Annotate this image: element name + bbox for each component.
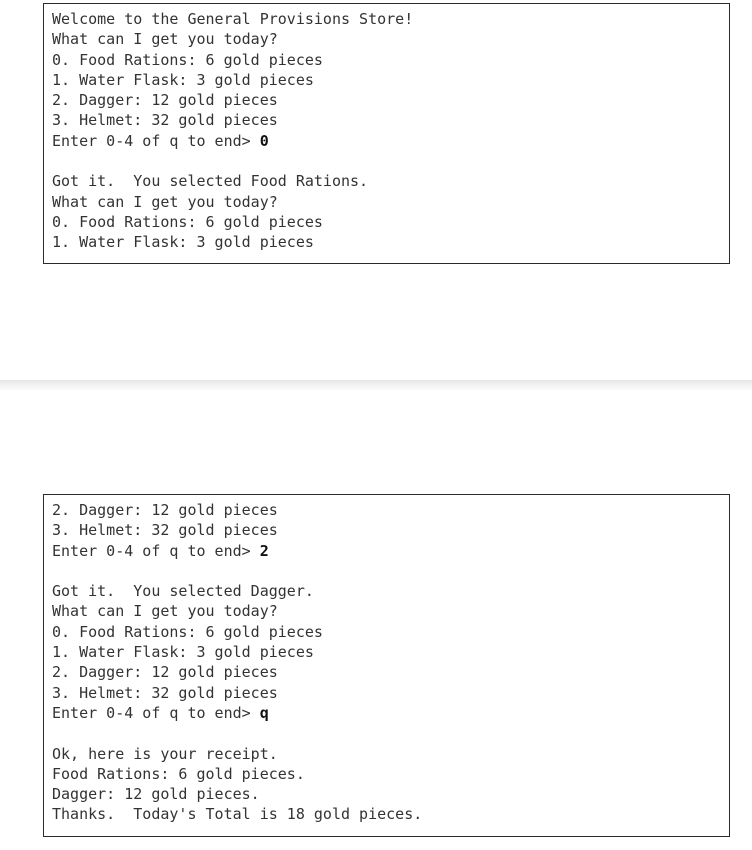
console-blank-line <box>52 151 721 171</box>
user-input: q <box>259 703 269 722</box>
console-line <box>52 171 721 191</box>
console-line <box>52 784 721 804</box>
console-line <box>52 601 721 621</box>
console-line <box>52 90 721 110</box>
console-text: 1. Water Flask: 3 gold pieces <box>52 643 314 662</box>
console-prompt-line <box>52 703 721 723</box>
console-text: 0. Food Rations: 6 gold pieces <box>52 212 323 231</box>
console-prompt-line <box>52 131 721 151</box>
console-text: 2. Dagger: 12 gold pieces <box>52 501 278 519</box>
console-line <box>52 764 721 784</box>
console-prompt: Enter 0-4 of q to end> <box>52 703 260 722</box>
console-text: 0. Food Rations: 6 gold pieces <box>52 622 323 641</box>
user-input: 2 <box>259 541 269 560</box>
console-line <box>52 622 721 642</box>
console-text: Dagger: 12 gold pieces. <box>52 785 260 804</box>
console-line <box>52 744 721 764</box>
console-line <box>52 29 721 49</box>
console-prompt: Enter 0-4 of q to end> <box>52 131 260 150</box>
console-line <box>52 70 721 90</box>
console-blank-line <box>52 723 721 743</box>
console-text: Thanks. Today's Total is 18 gold pieces. <box>52 805 423 824</box>
console-text: 2. Dagger: 12 gold pieces <box>52 663 278 682</box>
console-prompt-line <box>52 541 721 561</box>
console-text: Got it. You selected Dagger. <box>52 582 314 601</box>
console-text: What can I get you today? <box>52 192 278 211</box>
console-line <box>52 212 721 232</box>
console-text: Ok, here is your receipt. <box>52 744 278 763</box>
console-text: 3. Helmet: 32 gold pieces <box>52 683 278 702</box>
console-text: What can I get you today? <box>52 602 278 621</box>
section-divider <box>0 380 752 390</box>
console-line <box>52 662 721 682</box>
console-text: 3. Helmet: 32 gold pieces <box>52 111 278 130</box>
console-text: Got it. You selected Food Rations. <box>52 172 369 191</box>
console-line <box>52 804 721 824</box>
console-line <box>52 581 721 601</box>
console-text: What can I get you today? <box>52 30 278 49</box>
user-input: 0 <box>259 131 269 150</box>
console-line <box>52 520 721 540</box>
console-text: 3. Helmet: 32 gold pieces <box>52 521 278 540</box>
console-text: Food Rations: 6 gold pieces. <box>52 764 305 783</box>
console-line <box>52 110 721 130</box>
console-line <box>52 192 721 212</box>
console-line <box>52 9 721 29</box>
console-line <box>52 232 721 252</box>
console-text: 2. Dagger: 12 gold pieces <box>52 91 278 110</box>
console-text: 0. Food Rations: 6 gold pieces <box>52 50 323 69</box>
console-line <box>52 500 721 520</box>
console-output-top <box>43 3 730 264</box>
console-line <box>52 50 721 70</box>
console-output-bottom <box>43 494 730 837</box>
console-line <box>52 642 721 662</box>
console-text: 1. Water Flask: 3 gold pieces <box>52 70 314 89</box>
console-prompt: Enter 0-4 of q to end> <box>52 541 260 560</box>
console-blank-line <box>52 561 721 581</box>
console-text: Welcome to the General Provisions Store! <box>52 10 414 28</box>
console-line <box>52 683 721 703</box>
console-text: 1. Water Flask: 3 gold pieces <box>52 233 314 252</box>
